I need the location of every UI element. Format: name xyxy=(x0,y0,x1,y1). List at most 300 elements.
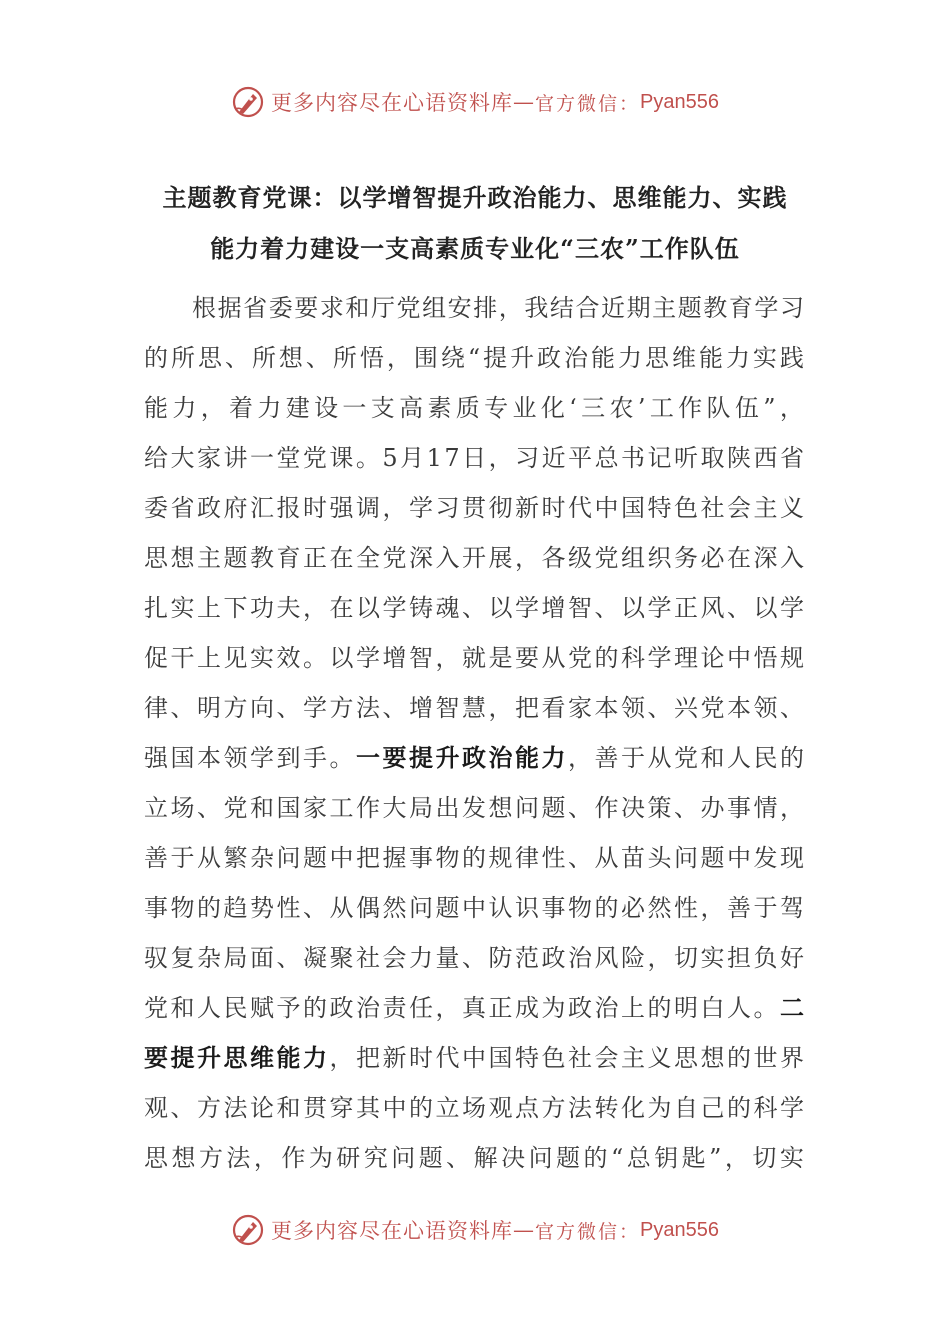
glyph: 研 xyxy=(336,1144,361,1172)
watermark-dash: — xyxy=(513,90,535,114)
glyph: 会 xyxy=(727,494,751,522)
glyph: 工 xyxy=(649,394,674,422)
glyph: ， xyxy=(779,394,804,422)
glyph: 省 xyxy=(779,444,804,472)
glyph: 看 xyxy=(541,694,566,722)
glyph: 的 xyxy=(144,344,168,372)
glyph: 国 xyxy=(276,794,301,822)
glyph: 7 xyxy=(444,444,460,472)
glyph: “ xyxy=(610,1144,624,1172)
glyph: 思 xyxy=(674,1044,698,1072)
glyph: 认 xyxy=(488,894,513,922)
glyph: 性 xyxy=(276,894,301,922)
glyph: 贯 xyxy=(462,494,486,522)
glyph: 人 xyxy=(727,744,751,772)
glyph: 学 xyxy=(647,594,672,622)
body-line xyxy=(144,943,804,973)
glyph: 想 xyxy=(170,544,195,572)
glyph: 办 xyxy=(700,794,725,822)
glyph: 级 xyxy=(568,544,592,572)
body-line xyxy=(144,493,804,523)
glyph: 方 xyxy=(541,1094,566,1122)
glyph: 的 xyxy=(647,994,672,1022)
glyph: 一 xyxy=(249,444,274,472)
glyph: 家 xyxy=(303,794,327,822)
glyph: 想 xyxy=(278,344,303,372)
glyph: 穿 xyxy=(329,1094,354,1122)
glyph: 理 xyxy=(674,644,698,672)
glyph: 学 xyxy=(647,644,672,672)
pen-nib-icon xyxy=(231,1213,265,1247)
glyph: 以 xyxy=(356,594,380,622)
glyph: 国 xyxy=(621,494,645,522)
glyph: ， xyxy=(435,644,460,672)
glyph: 教 xyxy=(703,294,728,322)
glyph: 、 xyxy=(446,1144,471,1172)
glyph: 结 xyxy=(549,294,574,322)
glyph: 、 xyxy=(647,694,672,722)
glyph: 各 xyxy=(541,544,566,572)
glyph: 中 xyxy=(727,644,751,672)
glyph: 想 xyxy=(700,1044,725,1072)
glyph: 汇 xyxy=(250,494,274,522)
glyph: 己 xyxy=(700,1094,725,1122)
glyph: 从 xyxy=(329,894,354,922)
glyph: 围 xyxy=(413,344,438,372)
glyph: 中 xyxy=(594,494,619,522)
glyph: 的 xyxy=(583,1144,608,1172)
glyph: 局 xyxy=(409,794,433,822)
glyph: 家 xyxy=(568,694,592,722)
glyph: ， xyxy=(329,1044,354,1072)
glyph: 深 xyxy=(409,544,433,572)
glyph: 责 xyxy=(382,994,407,1022)
glyph: 治 xyxy=(568,944,592,972)
glyph: 省 xyxy=(170,494,195,522)
glyph: 习 xyxy=(779,294,804,322)
glyph: 党 xyxy=(223,794,248,822)
glyph: 以 xyxy=(621,594,645,622)
glyph: 切 xyxy=(752,1144,777,1172)
glyph: 平 xyxy=(568,444,593,472)
glyph: 世 xyxy=(753,1044,778,1072)
glyph: 调 xyxy=(356,494,380,522)
glyph: 近 xyxy=(601,294,625,322)
glyph: 学 xyxy=(250,744,274,772)
glyph: 高 xyxy=(399,394,424,422)
glyph: 能 xyxy=(698,344,723,372)
glyph: 彻 xyxy=(488,494,513,522)
glyph: 民 xyxy=(223,994,248,1022)
glyph: ， xyxy=(200,394,225,422)
body-line xyxy=(144,1043,804,1073)
glyph: 题 xyxy=(303,844,327,872)
glyph: 从 xyxy=(647,744,672,772)
glyph: 律 xyxy=(144,694,168,722)
glyph: 规 xyxy=(488,844,513,872)
glyph: 务 xyxy=(674,544,698,572)
glyph: 义 xyxy=(780,494,804,522)
glyph: 社 xyxy=(700,494,725,522)
glyph: 、 xyxy=(197,794,221,822)
glyph: 明 xyxy=(674,994,698,1022)
glyph: 时 xyxy=(541,494,566,522)
glyph: 学 xyxy=(754,294,779,322)
glyph: 力 xyxy=(618,344,642,372)
glyph: 要 xyxy=(515,644,539,672)
glyph: 党 xyxy=(594,544,619,572)
glyph: 发 xyxy=(753,844,778,872)
glyph: 党 xyxy=(382,544,407,572)
glyph: 决 xyxy=(501,1144,526,1172)
glyph: 育 xyxy=(276,544,301,572)
glyph: 必 xyxy=(621,894,645,922)
glyph: 西 xyxy=(753,444,778,472)
glyph: 政 xyxy=(462,743,486,772)
glyph: 兴 xyxy=(674,694,698,722)
glyph: 中 xyxy=(727,844,751,872)
glyph: 实 xyxy=(752,344,777,372)
glyph: 、 xyxy=(224,344,249,372)
glyph: 然 xyxy=(647,894,672,922)
glyph: 题 xyxy=(435,894,460,922)
glyph: 从 xyxy=(541,644,566,672)
glyph: 干 xyxy=(170,644,195,672)
glyph: 升 xyxy=(510,344,535,372)
glyph: 色 xyxy=(541,1044,566,1072)
glyph: 是 xyxy=(488,644,513,672)
glyph: 5 xyxy=(382,444,398,472)
glyph: 以 xyxy=(488,594,513,622)
glyph: ， xyxy=(780,794,804,822)
glyph: 实 xyxy=(250,644,274,672)
glyph: 铸 xyxy=(409,594,433,622)
glyph: 合 xyxy=(575,294,600,322)
glyph: 其 xyxy=(356,1094,380,1122)
glyph: 效 xyxy=(276,644,301,672)
glyph: 把 xyxy=(356,844,380,872)
glyph: 国 xyxy=(170,744,195,772)
glyph: 总 xyxy=(626,1144,651,1172)
glyph: 问 xyxy=(674,844,698,872)
glyph: 负 xyxy=(753,944,778,972)
glyph: 在 xyxy=(329,594,354,622)
glyph: 本 xyxy=(727,694,751,722)
glyph: 省 xyxy=(243,294,268,322)
glyph: 钥 xyxy=(654,1144,679,1172)
glyph: ， xyxy=(498,294,523,322)
glyph: 化 xyxy=(621,1094,645,1122)
glyph: 性 xyxy=(674,894,698,922)
glyph: 主 xyxy=(197,544,221,572)
glyph: 入 xyxy=(435,544,460,572)
glyph: 中 xyxy=(382,1094,407,1122)
glyph: 匙 xyxy=(681,1144,706,1172)
glyph: 在 xyxy=(727,544,751,572)
body-line xyxy=(144,643,804,673)
glyph: 治 xyxy=(564,344,589,372)
glyph: 思 xyxy=(223,1043,248,1072)
glyph: 政 xyxy=(537,344,562,372)
glyph: 和 xyxy=(170,994,195,1022)
glyph: 为 xyxy=(308,1144,333,1172)
glyph: 组 xyxy=(422,294,447,322)
glyph: 赋 xyxy=(250,994,274,1022)
glyph: 题 xyxy=(418,1144,443,1172)
glyph: 在 xyxy=(329,544,354,572)
glyph: 题 xyxy=(541,794,566,822)
glyph: 论 xyxy=(700,644,725,672)
glyph: 物 xyxy=(170,894,195,922)
glyph: 的 xyxy=(462,844,486,872)
glyph: 智 xyxy=(568,594,592,622)
glyph: 近 xyxy=(541,444,566,472)
glyph: 物 xyxy=(435,844,460,872)
glyph: 素 xyxy=(427,394,452,422)
glyph: 面 xyxy=(250,944,274,972)
glyph: ， xyxy=(515,544,539,572)
watermark-handle: Pyan556 xyxy=(640,90,719,113)
glyph: 升 xyxy=(197,1043,221,1072)
glyph: 党 xyxy=(302,444,327,472)
glyph: 维 xyxy=(250,1043,274,1072)
glyph: 力 xyxy=(172,394,197,422)
glyph: 聚 xyxy=(329,944,354,972)
glyph: 排 xyxy=(473,294,498,322)
body-line xyxy=(144,593,804,623)
glyph: 以 xyxy=(329,644,354,672)
glyph: 所 xyxy=(170,344,195,372)
glyph: ’ xyxy=(637,394,646,422)
glyph: 所 xyxy=(332,344,357,372)
body-line xyxy=(192,293,804,323)
glyph: 问 xyxy=(409,894,433,922)
glyph: 领 xyxy=(753,694,778,722)
body-line xyxy=(144,1093,804,1123)
glyph: 厅 xyxy=(370,294,395,322)
glyph: 着 xyxy=(229,394,254,422)
watermark-dash: — xyxy=(513,1218,535,1242)
glyph: 社 xyxy=(568,1044,592,1072)
glyph: 作 xyxy=(281,1144,306,1172)
glyph: 取 xyxy=(700,444,725,472)
glyph: 育 xyxy=(728,294,753,322)
glyph: 农 xyxy=(609,394,634,422)
glyph: 治 xyxy=(356,994,380,1022)
glyph: ， xyxy=(435,994,460,1022)
glyph: 能 xyxy=(144,394,168,422)
glyph: 、 xyxy=(462,594,486,622)
glyph: 贯 xyxy=(303,1094,327,1122)
glyph: 二 xyxy=(780,993,804,1022)
glyph: 法 xyxy=(223,1094,248,1122)
glyph: 新 xyxy=(382,1044,407,1072)
body-line xyxy=(144,443,804,473)
glyph: 织 xyxy=(647,544,672,572)
glyph: 期 xyxy=(626,294,651,322)
glyph: 作 xyxy=(594,794,619,822)
glyph: 于 xyxy=(753,894,778,922)
glyph: 转 xyxy=(594,1094,619,1122)
glyph: 慧 xyxy=(462,694,486,722)
glyph: 律 xyxy=(515,844,539,872)
watermark-brand: 更多内容尽在心语资料库 xyxy=(271,91,513,115)
glyph: 堂 xyxy=(276,444,301,472)
glyph: 。 xyxy=(329,744,354,772)
glyph: 把 xyxy=(515,694,539,722)
glyph: 促 xyxy=(144,644,168,672)
glyph: 上 xyxy=(621,994,645,1022)
glyph: 担 xyxy=(727,944,751,972)
glyph: 总 xyxy=(594,444,619,472)
glyph: 识 xyxy=(515,894,539,922)
glyph: 然 xyxy=(382,894,407,922)
glyph: 所 xyxy=(251,344,276,372)
glyph: 的 xyxy=(727,1094,751,1122)
glyph: 方 xyxy=(198,1144,223,1172)
glyph: 的 xyxy=(303,994,327,1022)
glyph: 1 xyxy=(426,444,442,472)
glyph: 善 xyxy=(144,844,168,872)
glyph: 题 xyxy=(700,844,725,872)
glyph: 治 xyxy=(594,994,619,1022)
glyph: 增 xyxy=(382,644,407,672)
glyph: 方 xyxy=(329,694,354,722)
glyph: 智 xyxy=(409,644,433,672)
glyph: 力 xyxy=(541,743,566,772)
body-line xyxy=(144,893,804,923)
glyph: 、 xyxy=(170,1094,195,1122)
glyph: 据 xyxy=(217,294,242,322)
glyph: 复 xyxy=(170,944,195,972)
glyph: 建 xyxy=(285,394,310,422)
glyph: 组 xyxy=(621,544,645,572)
glyph: 力 xyxy=(257,394,282,422)
glyph: 险 xyxy=(621,944,645,972)
glyph: 扎 xyxy=(144,594,168,622)
glyph: 任 xyxy=(409,994,433,1022)
glyph: 政 xyxy=(329,994,354,1022)
glyph: ” xyxy=(763,394,776,422)
glyph: 力 xyxy=(409,944,433,972)
glyph: 根 xyxy=(192,294,216,322)
glyph: ， xyxy=(647,944,672,972)
glyph: 势 xyxy=(250,894,274,922)
glyph: 代 xyxy=(435,1044,460,1072)
glyph: 性 xyxy=(541,844,566,872)
glyph: 正 xyxy=(303,544,327,572)
body-line xyxy=(144,843,804,873)
glyph: 义 xyxy=(647,1044,672,1072)
glyph: 杂 xyxy=(197,944,221,972)
glyph: 和 xyxy=(700,744,725,772)
glyph: 升 xyxy=(435,743,460,772)
glyph: 人 xyxy=(727,994,751,1022)
glyph: 民 xyxy=(753,744,778,772)
glyph: 中 xyxy=(462,1044,486,1072)
glyph: 月 xyxy=(400,444,425,472)
glyph: 智 xyxy=(435,694,460,722)
glyph: 业 xyxy=(512,394,537,422)
glyph: 防 xyxy=(488,944,513,972)
glyph: 白 xyxy=(700,994,725,1022)
glyph: 明 xyxy=(197,694,221,722)
glyph: 陕 xyxy=(726,444,751,472)
glyph: 书 xyxy=(621,444,646,472)
glyph: 家 xyxy=(196,444,221,472)
glyph: 学 xyxy=(780,1094,804,1122)
glyph: 的 xyxy=(594,894,619,922)
glyph: 。 xyxy=(753,994,778,1022)
glyph: 能 xyxy=(515,743,539,772)
glyph: 和 xyxy=(345,294,370,322)
glyph: 驾 xyxy=(780,894,804,922)
glyph: 维 xyxy=(671,344,696,372)
glyph: 委 xyxy=(144,494,168,522)
glyph: 予 xyxy=(276,994,301,1022)
glyph: 践 xyxy=(779,344,804,372)
glyph: 府 xyxy=(223,494,248,522)
glyph: 主 xyxy=(621,1044,645,1072)
glyph: 深 xyxy=(753,544,778,572)
glyph: 正 xyxy=(488,994,513,1022)
glyph: 的 xyxy=(727,1044,751,1072)
glyph: 、 xyxy=(305,344,330,372)
glyph: 报 xyxy=(276,494,301,522)
glyph: 思 xyxy=(197,344,222,372)
glyph: ， xyxy=(386,344,411,372)
glyph: 的 xyxy=(594,644,619,672)
glyph: ， xyxy=(568,744,592,772)
glyph: 想 xyxy=(171,1144,196,1172)
glyph: 出 xyxy=(435,794,460,822)
glyph: 以 xyxy=(753,594,778,622)
glyph: 决 xyxy=(621,794,645,822)
glyph: 国 xyxy=(488,1044,513,1072)
glyph: 党 xyxy=(396,294,421,322)
glyph: 会 xyxy=(382,944,407,972)
glyph: 能 xyxy=(276,1043,301,1072)
glyph: 、 xyxy=(727,594,751,622)
glyph: 科 xyxy=(621,644,645,672)
glyph: 点 xyxy=(515,1094,539,1122)
glyph: 大 xyxy=(170,444,195,472)
glyph: 治 xyxy=(488,743,513,772)
glyph: 一 xyxy=(342,394,367,422)
body-line xyxy=(144,993,804,1023)
glyph: 法 xyxy=(226,1144,251,1172)
glyph: 趋 xyxy=(223,894,248,922)
glyph: 悟 xyxy=(359,344,384,372)
glyph: 、 xyxy=(462,944,486,972)
glyph: 政 xyxy=(568,994,592,1022)
glyph: 。 xyxy=(355,444,380,472)
glyph: 现 xyxy=(780,844,804,872)
glyph: 善 xyxy=(727,894,751,922)
glyph: 场 xyxy=(170,794,195,822)
glyph: 到 xyxy=(276,744,301,772)
glyph: 论 xyxy=(250,1094,274,1122)
glyph: 党 xyxy=(700,694,725,722)
body-line xyxy=(144,793,804,823)
watermark-brand: 更多内容尽在心语资料库 xyxy=(271,1219,513,1243)
glyph: 杂 xyxy=(250,844,274,872)
glyph: ， xyxy=(488,694,513,722)
glyph: ” xyxy=(709,1144,722,1172)
glyph: 功 xyxy=(250,594,274,622)
glyph: 委 xyxy=(268,294,293,322)
body-line xyxy=(144,393,804,423)
